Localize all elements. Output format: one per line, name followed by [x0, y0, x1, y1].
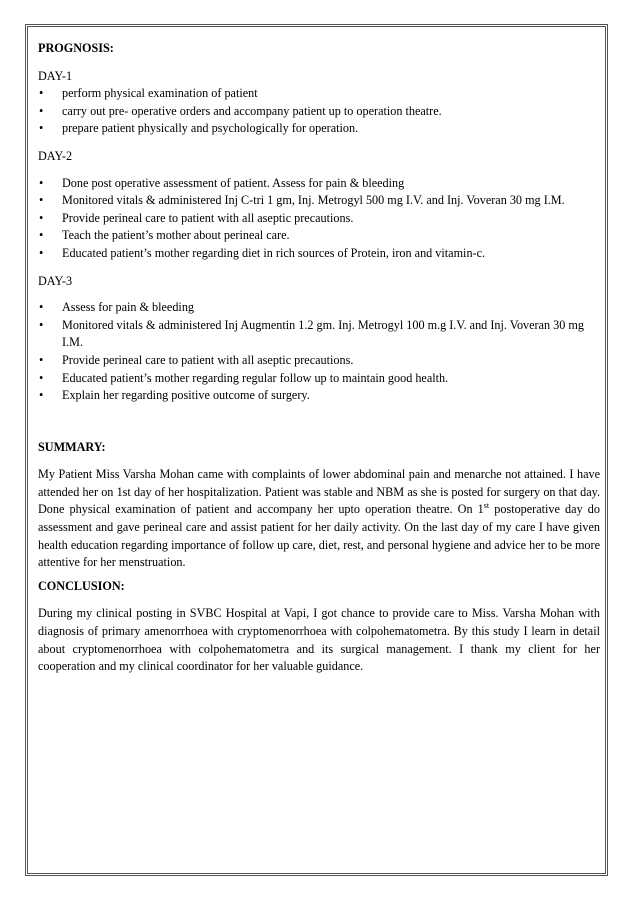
- list-item: • carry out pre- operative orders and accompany patient up to operation theatre.: [38, 103, 600, 121]
- bullet-icon: •: [39, 370, 44, 385]
- bullet-icon: •: [39, 86, 44, 101]
- day-1-label: DAY-1: [38, 68, 73, 83]
- bullet-icon: •: [39, 210, 44, 225]
- list-item: • Done post operative assessment of patient. Assess for pain & bleeding: [38, 175, 600, 193]
- document-body: [38, 40, 600, 676]
- day-3-list: [38, 299, 600, 405]
- bullet-icon: •: [39, 388, 44, 403]
- summary-paragraph: My Patient Miss Varsha Mohan came with complaints of lower abdominal pain and menarche not attained. I have attended her on 1st day of her hospitalization. Patient was stable and NBM as she is posted for surgery on that day. Done physical examination of patient and accompany her upto operation theatre. On 1st postoperative day do assessment and gave perineal care and assist patient for her daily activity. On the last day of my care I have given health education regarding importance of follow up care, diet, rest, and personal hygiene and advice her to be more attentive for her menstruation.: [38, 467, 600, 570]
- list-item: • Provide perineal care to patient with all aseptic precautions.: [38, 210, 600, 228]
- day-3-label: DAY-3: [38, 273, 73, 288]
- day-1-list: [38, 85, 600, 138]
- list-item: • Teach the patient’s mother about perineal care.: [38, 227, 600, 245]
- bullet-icon: •: [39, 300, 44, 315]
- bullet-icon: •: [39, 245, 44, 260]
- bullet-icon: •: [39, 352, 44, 367]
- list-item: • Provide perineal care to patient with all aseptic precautions.: [38, 352, 600, 370]
- prognosis-heading: PROGNOSIS:: [38, 41, 114, 55]
- list-item: • prepare patient physically and psychologically for operation.: [38, 120, 600, 138]
- conclusion-heading: CONCLUSION:: [38, 578, 125, 593]
- list-item: • Assess for pain & bleeding: [38, 299, 600, 317]
- bullet-icon: •: [39, 103, 44, 118]
- summary-heading: SUMMARY:: [38, 439, 106, 454]
- list-item: • Explain her regarding positive outcome of surgery.: [38, 387, 600, 405]
- list-item: • Monitored vitals & administered Inj C-tri 1 gm, Inj. Metrogyl 500 mg I.V. and Inj. Voveran 30 mg I.M.: [38, 192, 600, 210]
- ordinal-superscript: st: [483, 501, 490, 511]
- bullet-icon: •: [39, 317, 44, 332]
- list-item: • Monitored vitals & administered Inj Augmentin 1.2 gm. Inj. Metrogyl 100 m.g I.V. and Inj. Voveran 30 mg I.M.: [39, 317, 584, 350]
- bullet-icon: •: [39, 175, 44, 190]
- bullet-icon: •: [39, 228, 44, 243]
- bullet-icon: •: [39, 121, 44, 136]
- day-2-list: [38, 175, 600, 263]
- list-item: • Educated patient’s mother regarding diet in rich sources of Protein, iron and vitamin-c.: [38, 245, 600, 263]
- day-2-label: DAY-2: [38, 148, 73, 163]
- list-item: • Educated patient’s mother regarding regular follow up to maintain good health.: [38, 370, 600, 388]
- conclusion-paragraph: During my clinical posting in SVBC Hospital at Vapi, I got chance to provide care to Miss. Varsha Mohan with diagnosis of primary amenorrhoea with cryptomenorrhoea with colpohematometra. By this study I learn in detail about cryptomenorrhoea with colpohematometra and its surgical management. I thank my client for her cooperation and my clinical coordinator for her valuable guidance.: [38, 606, 600, 674]
- bullet-icon: •: [39, 193, 44, 208]
- list-item: • perform physical examination of patient: [38, 85, 600, 103]
